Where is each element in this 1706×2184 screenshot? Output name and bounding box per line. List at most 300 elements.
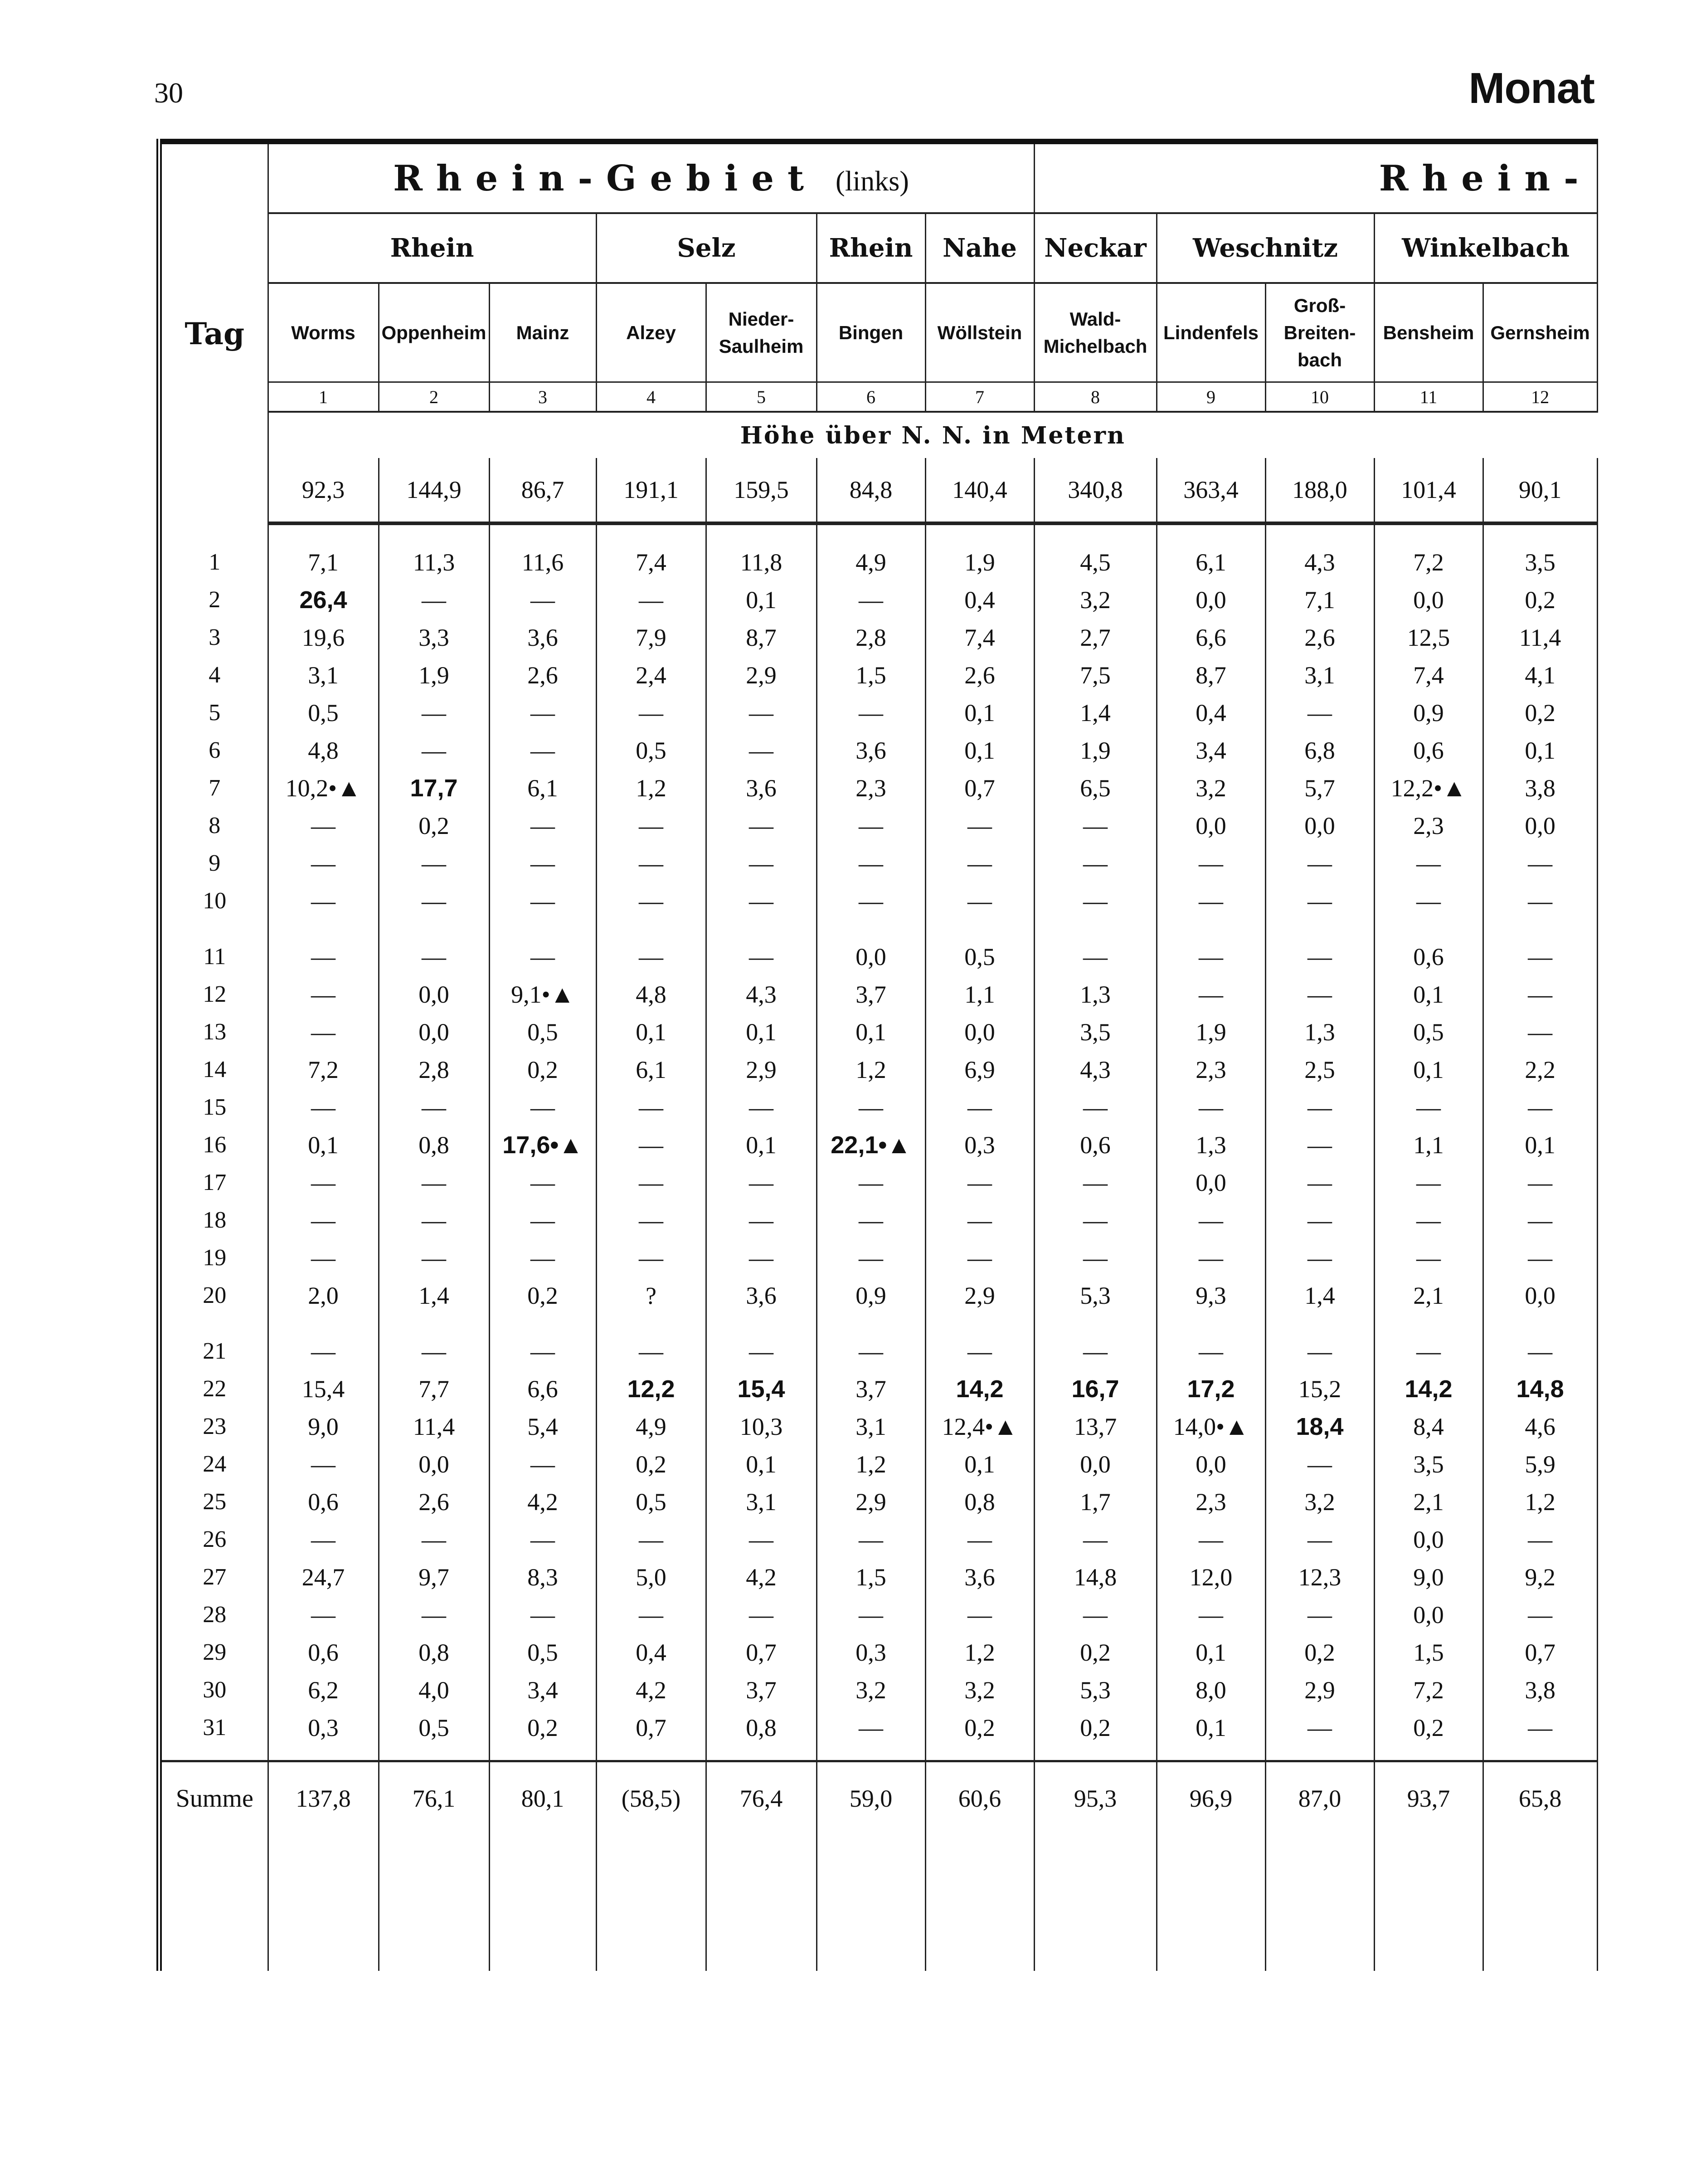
value-cell: [1265, 882, 1374, 920]
precipitation-value: —: [967, 812, 992, 839]
day-number: 29: [203, 1639, 227, 1665]
precipitation-value: —: [749, 1244, 773, 1272]
precipitation-value: —: [859, 1244, 883, 1272]
precipitation-value: 14,2: [956, 1375, 1004, 1403]
precipitation-value: —: [967, 1337, 992, 1365]
value-cell: [1157, 882, 1265, 920]
day-cell: [159, 656, 268, 694]
value-cell: [379, 1709, 489, 1746]
value-cell: [925, 1201, 1034, 1239]
precipitation-value: 1,3: [1080, 980, 1111, 1008]
value-cell: [1157, 1633, 1265, 1671]
summe-cell: [1265, 1761, 1374, 1835]
precipitation-value: 2,5: [1304, 1056, 1335, 1083]
spacer-cell: [1157, 1746, 1265, 1761]
elevation-value: 101,4: [1401, 476, 1456, 503]
value-cell: [268, 1126, 379, 1164]
precipitation-value: 0,1: [1525, 736, 1555, 764]
precipitation-value: —: [530, 736, 555, 764]
spacer-cell: [1034, 1314, 1157, 1332]
value-cell: [1483, 1596, 1597, 1633]
spacer-cell: [1374, 1835, 1483, 1971]
precipitation-value: —: [311, 1018, 335, 1046]
value-cell: [1265, 938, 1374, 975]
precipitation-value: 0,8: [964, 1488, 995, 1516]
summe-cell: [379, 1761, 489, 1835]
day-number: 26: [203, 1526, 227, 1552]
precipitation-value: 3,8: [1525, 774, 1555, 802]
precipitation-value: 17,7: [410, 774, 458, 802]
day-number: 12: [203, 981, 227, 1007]
value-cell: [1374, 1164, 1483, 1201]
value-cell: [489, 844, 596, 882]
precipitation-value: —: [530, 887, 555, 915]
value-cell: [379, 1445, 489, 1483]
table-row: [159, 1201, 1597, 1239]
spacer-cell: [596, 920, 706, 938]
value-cell: [1374, 1088, 1483, 1126]
station-name: Wald-Michelbach: [1043, 308, 1147, 357]
value-cell: [706, 1051, 817, 1088]
summe-cell: [1157, 1761, 1265, 1835]
precipitation-value: 0,8: [746, 1714, 777, 1741]
precipitation-value: 2,8: [855, 624, 886, 651]
precipitation-value: 11,4: [413, 1413, 455, 1440]
precipitation-value: —: [749, 1206, 773, 1234]
precipitation-value: 1,5: [855, 1563, 886, 1591]
value-cell: [596, 1483, 706, 1521]
precipitation-value: 6,5: [1080, 774, 1111, 802]
value-cell: [379, 1483, 489, 1521]
precipitation-value: 3,6: [527, 624, 558, 651]
precipitation-value: —: [1083, 812, 1108, 839]
precipitation-value: —: [639, 1206, 663, 1234]
value-cell: [1265, 1483, 1374, 1521]
table-row: [159, 769, 1597, 807]
precipitation-value: 2,9: [855, 1488, 886, 1516]
precipitation-value: 1,2: [855, 1056, 886, 1083]
value-cell: [1034, 1088, 1157, 1126]
value-cell: [268, 1596, 379, 1633]
value-cell: [596, 731, 706, 769]
precipitation-value: 0,1: [964, 1450, 995, 1478]
precipitation-value: —: [1307, 980, 1332, 1008]
value-cell: [925, 694, 1034, 731]
spacer-cell: [1265, 1835, 1374, 1971]
precipitation-value: —: [1083, 1206, 1108, 1234]
region-right-cell: [1034, 141, 1597, 213]
table-row: [159, 694, 1597, 731]
value-cell: [596, 1088, 706, 1126]
precipitation-value: 0,0: [1196, 586, 1226, 614]
precipitation-value: —: [311, 849, 335, 877]
value-cell: [1034, 1051, 1157, 1088]
value-cell: [1034, 1239, 1157, 1277]
column-number-6: [817, 382, 925, 412]
column-number-row: [159, 382, 1597, 412]
precipitation-value: 4,2: [746, 1563, 777, 1591]
value-cell: [1034, 694, 1157, 731]
value-cell: [1034, 975, 1157, 1013]
precipitation-value: —: [1083, 887, 1108, 915]
value-cell: [706, 694, 817, 731]
value-cell: [1157, 1277, 1265, 1314]
day-cell: [159, 1483, 268, 1521]
precipitation-value: 2,4: [636, 661, 666, 689]
precipitation-value: —: [530, 943, 555, 970]
value-cell: [379, 1088, 489, 1126]
table-row: [159, 1633, 1597, 1671]
value-cell: [1374, 1201, 1483, 1239]
precipitation-value: 2,2: [1525, 1056, 1555, 1083]
value-cell: [268, 581, 379, 619]
precipitation-value: 2,6: [964, 661, 995, 689]
value-cell: [925, 807, 1034, 844]
precipitation-value: 0,8: [418, 1638, 449, 1666]
precipitation-value: —: [639, 586, 663, 614]
summe-value: 65,8: [1518, 1785, 1562, 1812]
precipitation-value: 2,7: [1080, 624, 1111, 651]
spacer-cell: [1157, 1314, 1265, 1332]
precipitation-value: 8,3: [527, 1563, 558, 1591]
value-cell: [268, 1408, 379, 1445]
table-row: [159, 1277, 1597, 1314]
elevation-value: 363,4: [1183, 476, 1239, 503]
column-number: 8: [1091, 386, 1100, 407]
value-cell: [1374, 1013, 1483, 1051]
elevation-7: [925, 458, 1034, 523]
value-cell: [379, 731, 489, 769]
value-cell: [1265, 543, 1374, 581]
value-cell: [379, 543, 489, 581]
value-cell: [1034, 1277, 1157, 1314]
column-number: 10: [1311, 386, 1329, 407]
precipitation-value: —: [1083, 943, 1108, 970]
precipitation-value: 18,4: [1296, 1413, 1344, 1440]
precipitation-value: 0,0: [1413, 1526, 1444, 1553]
precipitation-value: —: [1083, 1169, 1108, 1196]
value-cell: [1265, 731, 1374, 769]
value-cell: [1265, 581, 1374, 619]
precipitation-value: 2,3: [855, 774, 886, 802]
precipitation-value: —: [967, 1206, 992, 1234]
precipitation-value: —: [1528, 849, 1553, 877]
value-cell: [1483, 1370, 1597, 1408]
precipitation-value: 5,0: [636, 1563, 666, 1591]
spacer-cell: [268, 1835, 379, 1971]
spacer-cell: [489, 1835, 596, 1971]
value-cell: [379, 1051, 489, 1088]
value-cell: [1265, 656, 1374, 694]
summe-cell: [925, 1761, 1034, 1835]
precipitation-value: 1,7: [1080, 1488, 1111, 1516]
value-cell: [817, 1126, 925, 1164]
precipitation-value: 6,2: [308, 1676, 339, 1704]
value-cell: [925, 769, 1034, 807]
precipitation-value: —: [639, 1131, 663, 1159]
table-row: [159, 938, 1597, 975]
spacer-cell: [268, 920, 379, 938]
precipitation-value: —: [859, 1337, 883, 1365]
value-cell: [1374, 807, 1483, 844]
value-cell: [1157, 1013, 1265, 1051]
precipitation-value: —: [311, 1526, 335, 1553]
table-row: [159, 581, 1597, 619]
precipitation-value: 0,5: [636, 736, 666, 764]
value-cell: [817, 1408, 925, 1445]
value-cell: [1374, 1370, 1483, 1408]
column-number: 4: [646, 386, 656, 407]
precipitation-value: 11,6: [521, 548, 564, 576]
value-cell: [1483, 1483, 1597, 1521]
spacer-cell: [1483, 1314, 1597, 1332]
value-cell: [379, 1408, 489, 1445]
value-cell: [1157, 1596, 1265, 1633]
value-cell: [1265, 1709, 1374, 1746]
precipitation-value: 3,6: [855, 736, 886, 764]
day-cell: [159, 1709, 268, 1746]
precipitation-value: 7,4: [636, 548, 666, 576]
day-number: 10: [203, 888, 227, 914]
value-cell: [817, 1051, 925, 1088]
value-cell: [596, 1013, 706, 1051]
value-cell: [1374, 1277, 1483, 1314]
precipitation-value: 4,3: [746, 980, 777, 1008]
value-cell: [1265, 1370, 1374, 1408]
day-cell: [159, 1164, 268, 1201]
day-number: 4: [209, 662, 221, 688]
precipitation-value: —: [749, 736, 773, 764]
value-cell: [379, 1164, 489, 1201]
precipitation-value: 0,1: [855, 1018, 886, 1046]
precipitation-value: —: [1528, 1169, 1553, 1196]
precipitation-value: —: [967, 1601, 992, 1628]
precipitation-value: 9,3: [1196, 1282, 1226, 1309]
value-cell: [596, 1332, 706, 1370]
precipitation-value: —: [422, 1337, 446, 1365]
value-cell: [817, 1370, 925, 1408]
precipitation-value: 6,1: [527, 774, 558, 802]
station-header-7: [925, 283, 1034, 382]
precipitation-value: 5,3: [1080, 1676, 1111, 1704]
precipitation-value: 6,6: [527, 1375, 558, 1403]
precipitation-value: —: [967, 1093, 992, 1121]
day-cell: [159, 581, 268, 619]
station-name: Lindenfels: [1163, 322, 1259, 343]
elevation-11: [1374, 458, 1483, 523]
precipitation-value: —: [530, 1169, 555, 1196]
precipitation-value: 24,7: [301, 1563, 345, 1591]
precipitation-value: —: [859, 812, 883, 839]
station-header-5: [706, 283, 817, 382]
summe-cell: [817, 1761, 925, 1835]
value-cell: [706, 1126, 817, 1164]
precipitation-value: —: [1528, 943, 1553, 970]
precipitation-value: 1,9: [964, 548, 995, 576]
table-row: [159, 1370, 1597, 1408]
spacer-cell: [817, 523, 925, 543]
value-cell: [1265, 1521, 1374, 1558]
precipitation-value: —: [859, 586, 883, 614]
value-cell: [1265, 1332, 1374, 1370]
precipitation-value: 0,1: [746, 1018, 777, 1046]
value-cell: [379, 656, 489, 694]
precipitation-value: 3,3: [418, 624, 449, 651]
value-cell: [1374, 1521, 1483, 1558]
day-cell: [159, 1445, 268, 1483]
value-cell: [596, 1671, 706, 1709]
column-number: 9: [1206, 386, 1216, 407]
value-cell: [489, 1671, 596, 1709]
value-cell: [1157, 1370, 1265, 1408]
value-cell: [596, 1408, 706, 1445]
precipitation-value: 9,0: [1413, 1563, 1444, 1591]
precipitation-value: —: [530, 1337, 555, 1365]
precipitation-value: —: [1416, 887, 1441, 915]
precipitation-value: —: [422, 1169, 446, 1196]
precipitation-value: —: [1416, 1337, 1441, 1365]
value-cell: [1157, 1521, 1265, 1558]
table-row: [159, 1126, 1597, 1164]
value-cell: [1374, 1332, 1483, 1370]
value-cell: [379, 807, 489, 844]
value-cell: [489, 1633, 596, 1671]
precipitation-value: 0,1: [1196, 1638, 1226, 1666]
precipitation-value: ?: [646, 1282, 656, 1309]
value-cell: [596, 1558, 706, 1596]
precipitation-value: —: [749, 943, 773, 970]
river-label: Weschnitz: [1193, 233, 1338, 263]
value-cell: [925, 1126, 1034, 1164]
precipitation-value: 0,1: [1413, 1056, 1444, 1083]
value-cell: [596, 1370, 706, 1408]
precipitation-value: 3,2: [1196, 774, 1226, 802]
value-cell: [925, 1671, 1034, 1709]
spacer-cell: [1265, 1746, 1374, 1761]
precipitation-value: —: [1199, 980, 1224, 1008]
value-cell: [706, 1709, 817, 1746]
value-cell: [268, 731, 379, 769]
summe-cell: [1034, 1761, 1157, 1835]
value-cell: [489, 1709, 596, 1746]
value-cell: [817, 619, 925, 656]
value-cell: [1374, 581, 1483, 619]
day-cell: [159, 619, 268, 656]
value-cell: [1157, 1051, 1265, 1088]
value-cell: [268, 1277, 379, 1314]
value-cell: [817, 1013, 925, 1051]
precipitation-value: 10,2•▲: [285, 774, 361, 802]
value-cell: [489, 731, 596, 769]
value-cell: [1034, 1521, 1157, 1558]
value-cell: [1034, 1332, 1157, 1370]
value-cell: [706, 1671, 817, 1709]
spacer-cell: [925, 1314, 1034, 1332]
precipitation-value: 6,1: [636, 1056, 666, 1083]
value-cell: [379, 938, 489, 975]
precipitation-value: 6,6: [1196, 624, 1226, 651]
precipitation-value: 7,4: [964, 624, 995, 651]
value-cell: [1157, 975, 1265, 1013]
value-cell: [596, 581, 706, 619]
precipitation-value: 7,7: [418, 1375, 449, 1403]
precipitation-table: [156, 139, 1598, 1971]
precipitation-value: 8,0: [1196, 1676, 1226, 1704]
day-cell: [159, 1088, 268, 1126]
precipitation-value: —: [1528, 1714, 1553, 1741]
value-cell: [1157, 619, 1265, 656]
group-spacer-row: [159, 1314, 1597, 1332]
day-cell: [159, 1201, 268, 1239]
summe-cell: [706, 1761, 817, 1835]
value-cell: [1034, 1633, 1157, 1671]
value-cell: [1483, 1445, 1597, 1483]
station-header-4: [596, 283, 706, 382]
value-cell: [1265, 1633, 1374, 1671]
value-cell: [1034, 1483, 1157, 1521]
spacer-cell: [159, 1314, 268, 1332]
summe-value: 59,0: [849, 1785, 893, 1812]
value-cell: [1374, 844, 1483, 882]
spacer-cell: [1483, 920, 1597, 938]
spacer-cell: [1157, 1835, 1265, 1971]
precipitation-value: 0,0: [964, 1018, 995, 1046]
value-cell: [1483, 1633, 1597, 1671]
value-cell: [706, 1558, 817, 1596]
value-cell: [1034, 1013, 1157, 1051]
table-row: [159, 844, 1597, 882]
value-cell: [1265, 1408, 1374, 1445]
value-cell: [706, 731, 817, 769]
elevation-2: [379, 458, 489, 523]
spacer-cell: [1374, 1314, 1483, 1332]
station-name: Mainz: [516, 322, 569, 343]
value-cell: [268, 1633, 379, 1671]
precipitation-value: 12,3: [1298, 1563, 1341, 1591]
value-cell: [379, 1558, 489, 1596]
day-cell: [159, 1558, 268, 1596]
day-cell: [159, 975, 268, 1013]
value-cell: [268, 1013, 379, 1051]
value-cell: [1483, 769, 1597, 807]
precipitation-value: 9,7: [418, 1563, 449, 1591]
table-row: [159, 656, 1597, 694]
precipitation-value: —: [639, 812, 663, 839]
precipitation-value: —: [311, 1244, 335, 1272]
precipitation-value: —: [859, 849, 883, 877]
spacer-cell: [706, 920, 817, 938]
precipitation-value: —: [749, 887, 773, 915]
precipitation-value: 0,6: [1413, 943, 1444, 970]
spacer-cell: [1483, 1835, 1597, 1971]
precipitation-value: —: [1528, 1093, 1553, 1121]
precipitation-value: 1,9: [418, 661, 449, 689]
value-cell: [706, 769, 817, 807]
precipitation-value: 0,1: [308, 1131, 339, 1159]
value-cell: [489, 938, 596, 975]
precipitation-value: —: [422, 1093, 446, 1121]
day-number: 11: [203, 944, 226, 970]
summe-value: 96,9: [1189, 1785, 1233, 1812]
precipitation-value: —: [1199, 849, 1224, 877]
value-cell: [1265, 1013, 1374, 1051]
spacer-cell: [159, 523, 268, 543]
value-cell: [1157, 1332, 1265, 1370]
value-cell: [596, 1277, 706, 1314]
precipitation-value: 1,9: [1196, 1018, 1226, 1046]
precipitation-value: 6,1: [1196, 548, 1226, 576]
value-cell: [1483, 975, 1597, 1013]
